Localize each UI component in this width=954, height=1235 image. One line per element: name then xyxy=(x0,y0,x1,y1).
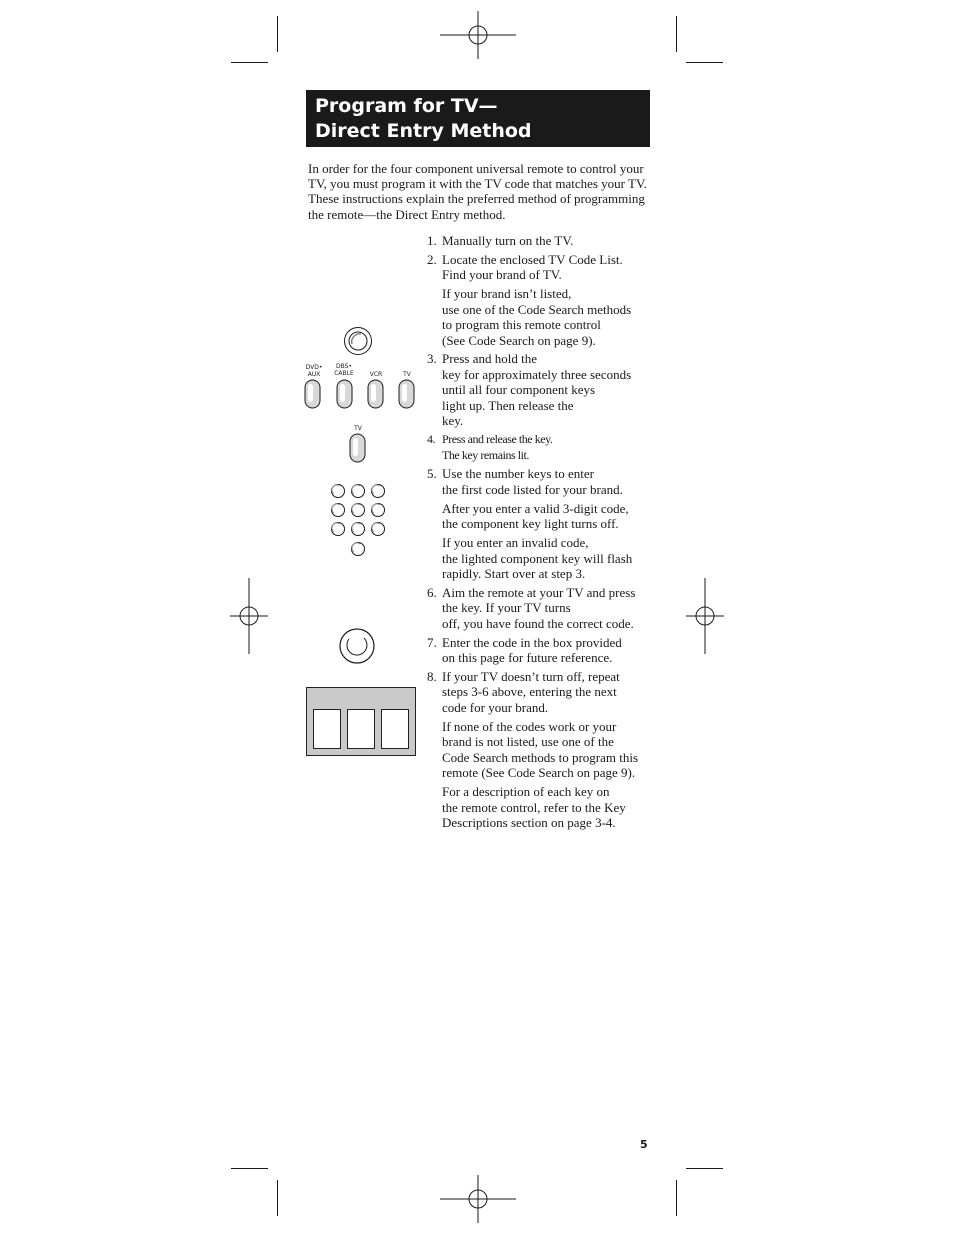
crop-mark xyxy=(686,1168,723,1169)
step-text: If your TV doesn’t turn off, repeat steps 3-6 above, entering the next code for your brand. xyxy=(442,668,620,715)
step-note: After you enter a valid 3-digit code, the component key light turns off. xyxy=(442,500,629,532)
step-number: 2. xyxy=(427,251,437,267)
step-number: 5. xyxy=(427,466,437,482)
code-digit-box xyxy=(347,709,375,749)
step-text: Aim the remote at your TV and press the key. If your TV turns off, you have found the correct code. xyxy=(442,584,636,631)
step-note: If none of the codes work or your brand is not listed, use one of the Code Search methods to program this remote (See Code Search on page 9). xyxy=(442,718,639,781)
step-note: If your brand isn’t listed, use one of the Code Search methods to program this remote control (See Code Search on page 9). xyxy=(442,286,632,348)
component-keys-icon xyxy=(302,378,420,410)
page-title-line-2: Direct Entry Method xyxy=(315,120,532,142)
steps-list xyxy=(427,233,657,834)
registration-mark-icon xyxy=(230,578,268,654)
crop-mark xyxy=(676,1180,677,1216)
step-number: 8. xyxy=(427,668,437,684)
code-entry-box xyxy=(306,687,416,756)
step-text: Locate the enclosed TV Code List. Find your brand of TV. xyxy=(442,251,623,283)
list-item xyxy=(427,466,657,581)
power-button-icon xyxy=(338,627,376,665)
crop-mark xyxy=(231,62,268,63)
registration-mark-icon xyxy=(440,1175,516,1223)
step-text: Use the number keys to enter the first code listed for your brand. xyxy=(442,466,623,497)
component-key-label: TV xyxy=(403,371,411,378)
crop-mark xyxy=(277,1180,278,1216)
step-text: Press and hold the key for approximately three seconds until all four component keys light up. Then release the key. xyxy=(442,351,632,429)
crop-mark xyxy=(676,16,677,52)
crop-mark xyxy=(231,1168,268,1169)
list-item xyxy=(427,351,657,429)
step-text: Enter the code in the box provided on this page for future reference. xyxy=(442,634,622,666)
list-item xyxy=(427,252,657,348)
page-title xyxy=(306,90,650,147)
tv-key-icon xyxy=(347,432,369,464)
step-text: Press and release the key. The key remains lit. xyxy=(442,432,553,462)
step-number: 4. xyxy=(427,432,436,447)
list-item xyxy=(427,585,657,632)
step-number: 6. xyxy=(427,584,437,600)
code-digit-box xyxy=(313,709,341,749)
list-item xyxy=(427,669,657,831)
component-key-label: VCR xyxy=(369,371,383,378)
component-key-label: DBS• CABLE xyxy=(334,363,354,377)
registration-mark-icon xyxy=(440,11,516,59)
number-keypad-icon xyxy=(328,481,388,559)
crop-mark xyxy=(686,62,723,63)
list-item xyxy=(427,432,657,463)
list-item xyxy=(427,233,657,249)
page-number: 5 xyxy=(640,1138,648,1151)
step-note: For a description of each key on the remote control, refer to the Key Descriptions section on page 3-4. xyxy=(442,784,626,831)
step-number: 1. xyxy=(427,233,437,248)
setup-button-icon xyxy=(343,326,373,356)
page-title-line-1: Program for TV— xyxy=(315,95,498,117)
step-number: 7. xyxy=(427,634,437,650)
tv-key-label: TV xyxy=(354,425,362,432)
list-item xyxy=(427,635,657,666)
code-digit-box xyxy=(381,709,409,749)
crop-mark xyxy=(277,16,278,52)
registration-mark-icon xyxy=(686,578,724,654)
component-key-label: DVD• AUX xyxy=(305,364,323,378)
step-number: 3. xyxy=(427,351,437,367)
step-note: If you enter an invalid code, the lighted component key will flash rapidly. Start over at step 3. xyxy=(442,535,633,582)
step-text: Manually turn on the TV. xyxy=(442,233,574,248)
intro-paragraph: In order for the four component universal remote to control your TV, you must program it with the TV code that matches your TV. These instructions explain the preferred method of programming the remote—the Direct Entry method. xyxy=(308,161,647,222)
